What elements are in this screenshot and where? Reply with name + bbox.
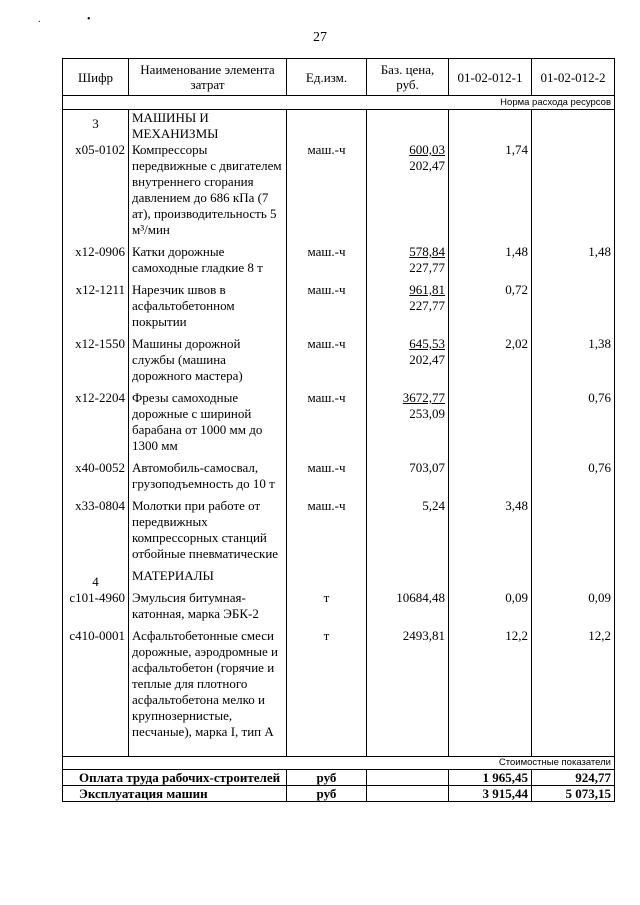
resource-unit: маш.-ч (287, 142, 367, 244)
resource-unit: маш.-ч (287, 460, 367, 498)
norm-value-2: 0,09 (532, 590, 615, 628)
norm-value-1 (449, 390, 532, 460)
base-price-cell (367, 336, 449, 390)
base-price-wage: 202,47 (409, 158, 445, 173)
resource-unit: маш.-ч (287, 336, 367, 390)
base-price: 3672,77 (402, 390, 445, 405)
norm-label-row (63, 96, 615, 110)
empty-cell (287, 110, 367, 143)
table-body (63, 96, 615, 747)
norm-value-1: 1,48 (449, 244, 532, 282)
total-value-2: 5 073,15 (532, 786, 615, 802)
resource-name: Машины дорожной службы (машина дорожного мастера) (129, 336, 287, 390)
base-price: 578,84 (409, 244, 445, 259)
base-price: 703,07 (409, 460, 445, 475)
section-number: 3 (63, 110, 129, 143)
cost-label-row (63, 757, 615, 770)
table-row (63, 142, 615, 244)
section-title: МАТЕРИАЛЫ (129, 568, 287, 590)
total-unit: руб (287, 786, 367, 802)
base-price-cell (367, 390, 449, 460)
norm-label: Норма расхода ресурсов (63, 96, 615, 110)
section-number: 4 (63, 568, 129, 590)
section-header-row (63, 110, 615, 143)
cost-label: Стоимостные показатели (63, 757, 615, 770)
total-price (367, 786, 449, 802)
base-price-cell (367, 590, 449, 628)
base-price-cell (367, 142, 449, 244)
norm-value-2 (532, 498, 615, 568)
base-price: 961,81 (409, 282, 445, 297)
norm-value-2 (532, 142, 615, 244)
resource-code: х33-0804 (63, 498, 129, 568)
norm-value-1: 12,2 (449, 628, 532, 746)
total-value-2: 924,77 (532, 770, 615, 786)
norm-value-2: 1,38 (532, 336, 615, 390)
table-header-row (63, 59, 615, 96)
resource-name: Нарезчик швов в асфальтобетонном покрытии (129, 282, 287, 336)
empty-cell (532, 110, 615, 143)
base-price-wage: 227,77 (409, 298, 445, 313)
norm-value-1: 0,72 (449, 282, 532, 336)
table-row (63, 336, 615, 390)
table-row (63, 498, 615, 568)
base-price-cell (367, 460, 449, 498)
empty-cell (367, 110, 449, 143)
empty-cell (449, 568, 532, 590)
resource-name: Эмульсия битумная-катонная, марка ЭБК-2 (129, 590, 287, 628)
header-col2: 01-02-012-2 (532, 59, 615, 96)
page-number: 27 (313, 30, 327, 45)
resource-unit: т (287, 590, 367, 628)
resource-unit: т (287, 628, 367, 746)
header-code: Шифр (63, 59, 129, 96)
norm-value-2: 0,76 (532, 460, 615, 498)
resource-unit: маш.-ч (287, 498, 367, 568)
norm-value-1: 3,48 (449, 498, 532, 568)
base-price-cell (367, 498, 449, 568)
resource-code: х12-0906 (63, 244, 129, 282)
resource-code: х05-0102 (63, 142, 129, 244)
total-unit: руб (287, 770, 367, 786)
table-row (63, 390, 615, 460)
norm-value-1 (449, 460, 532, 498)
resource-name: Молотки при работе от передвижных компрессорных станций отбойные пневматические (129, 498, 287, 568)
base-price-cell (367, 244, 449, 282)
header-price: Баз. цена, руб. (367, 59, 449, 96)
resource-name: Катки дорожные самоходные гладкие 8 т (129, 244, 287, 282)
base-price-cell (367, 628, 449, 746)
resource-code: х12-2204 (63, 390, 129, 460)
table-row (63, 628, 615, 746)
scan-marks: . • (38, 14, 113, 25)
resource-name: Асфальтобетонные смеси дорожные, аэродромные и асфальтобетон (горячие и теплые для плотного асфальтобетона мелко и крупнозернистые, песчаные), марка I, тип А (129, 628, 287, 746)
base-price-wage: 202,47 (409, 352, 445, 367)
resource-code: х40-0052 (63, 460, 129, 498)
base-price-wage: 253,09 (409, 406, 445, 421)
norm-value-2: 12,2 (532, 628, 615, 746)
norm-value-1: 1,74 (449, 142, 532, 244)
table-row (63, 590, 615, 628)
total-value-1: 1 965,45 (449, 770, 532, 786)
total-row (63, 786, 615, 802)
resource-norms-table (62, 58, 615, 802)
norm-value-1: 0,09 (449, 590, 532, 628)
empty-cell (449, 110, 532, 143)
section-header-row (63, 568, 615, 590)
table-footer (63, 746, 615, 802)
table-row (63, 460, 615, 498)
base-price: 600,03 (409, 142, 445, 157)
resource-code: с101-4960 (63, 590, 129, 628)
norm-value-1: 2,02 (449, 336, 532, 390)
table-row (63, 244, 615, 282)
resource-name: Автомобиль-самосвал, грузоподъемность до 10 т (129, 460, 287, 498)
base-price: 10684,48 (396, 590, 445, 605)
resource-code: с410-0001 (63, 628, 129, 746)
resource-code: х12-1550 (63, 336, 129, 390)
resource-unit: маш.-ч (287, 390, 367, 460)
table-row (63, 282, 615, 336)
norm-value-2: 0,76 (532, 390, 615, 460)
base-price: 5,24 (422, 498, 445, 513)
section-title: МАШИНЫ И МЕХАНИЗМЫ (129, 110, 287, 143)
resource-code: х12-1211 (63, 282, 129, 336)
empty-cell (532, 568, 615, 590)
header-unit: Ед.изм. (287, 59, 367, 96)
base-price: 2493,81 (402, 628, 445, 643)
empty-cell (287, 568, 367, 590)
total-row (63, 770, 615, 786)
resource-unit: маш.-ч (287, 244, 367, 282)
total-label: Оплата труда рабочих-строителей (63, 770, 287, 786)
empty-cell (367, 568, 449, 590)
norm-value-2: 1,48 (532, 244, 615, 282)
base-price: 645,53 (409, 336, 445, 351)
header-name: Наименование элемента затрат (129, 59, 287, 96)
base-price-cell (367, 282, 449, 336)
resource-unit: маш.-ч (287, 282, 367, 336)
total-label: Эксплуатация машин (63, 786, 287, 802)
spacer-row (63, 746, 615, 757)
total-price (367, 770, 449, 786)
resource-name: Фрезы самоходные дорожные с шириной барабана от 1000 мм до 1300 мм (129, 390, 287, 460)
base-price-wage: 227,77 (409, 260, 445, 275)
norm-value-2 (532, 282, 615, 336)
header-col1: 01-02-012-1 (449, 59, 532, 96)
total-value-1: 3 915,44 (449, 786, 532, 802)
resource-name: Компрессоры передвижные с двигателем внутреннего сгорания давлением до 686 кПа (7 ат), производительность 5 м³/мин (129, 142, 287, 244)
